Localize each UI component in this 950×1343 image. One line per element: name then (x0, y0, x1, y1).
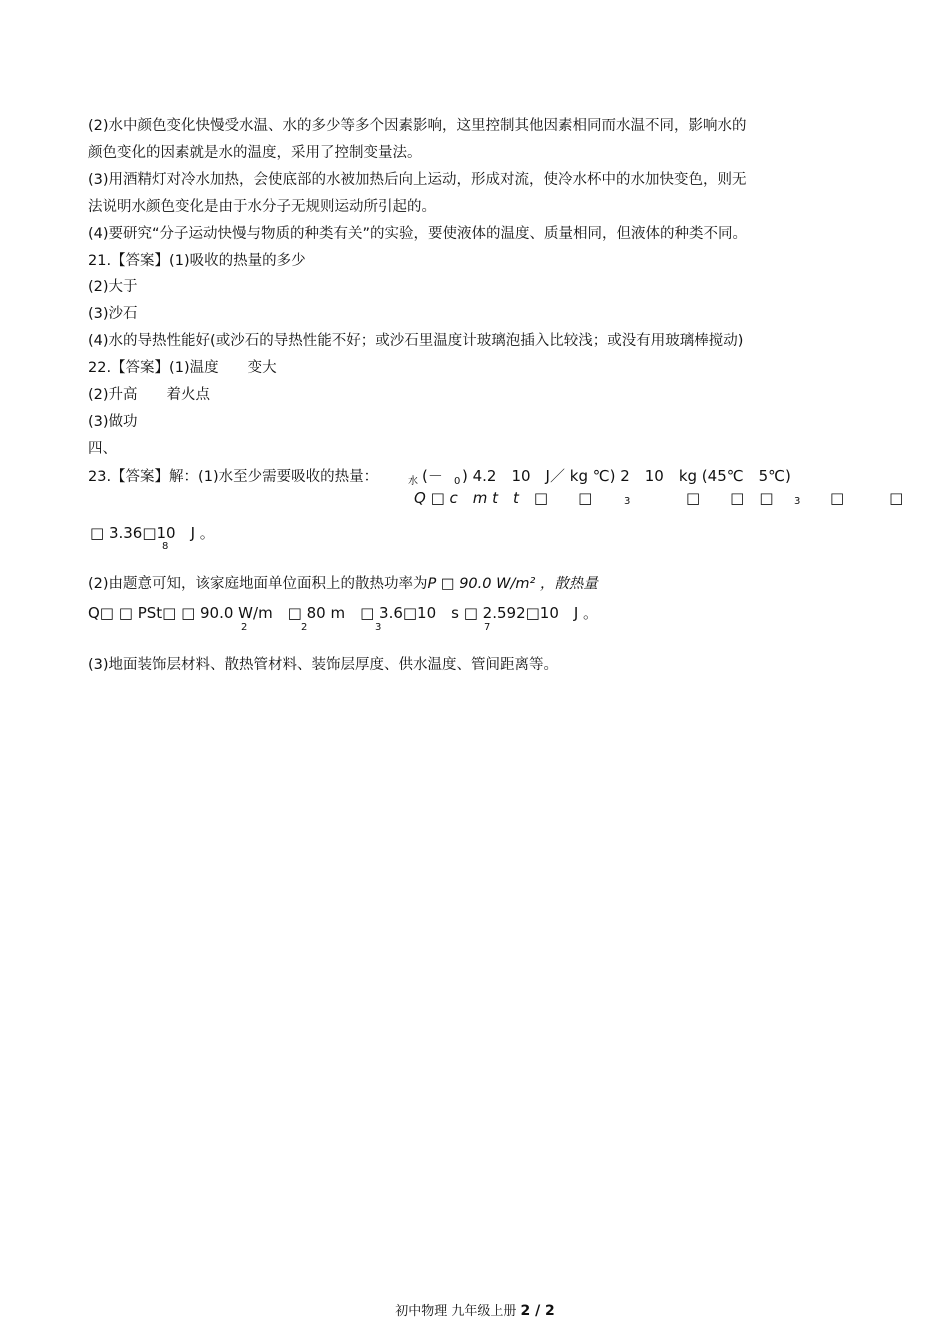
answer-23-2-text: (2)由题意可知，该家庭地面单位面积上的散热功率为 (88, 576, 428, 592)
answer-22-2: (2)升高 着火点 (88, 387, 211, 403)
section-four-heading: 四、 (88, 441, 117, 457)
answer-22-1: 22.【答案】(1)温度 变大 (88, 360, 277, 376)
answer-20-3-line2: 法说明水颜色变化是由于水分子无规则运动所引起的。 (88, 199, 436, 215)
page-footer (0, 1302, 950, 1321)
answer-21-1: 21.【答案】(1)吸收的热量的多少 (88, 253, 306, 269)
formula1-sub-water: 水 (408, 476, 418, 487)
formula2-sub-d: 7 (484, 622, 491, 633)
formula1-sub-zero: 0 (454, 476, 461, 487)
formula1-result-exponent: 8 (162, 541, 169, 552)
answer-21-2: (2)大于 (88, 279, 138, 295)
formula2-sub-b: 2 (301, 622, 308, 633)
formula1-lower-sub-b: 3 (794, 496, 801, 507)
formula1-result: □ 3.36□10 J 。 (90, 524, 215, 542)
power-value: P □ 90.0 W/m² ，散热量 (427, 576, 598, 592)
page-number: 2 / 2 (520, 1303, 555, 1319)
formula1-upper-values: ) 4.2 10 J／ kg ℃) 2 10 kg (45℃ 5℃) (462, 467, 791, 485)
formula2-heat: Q□ □ PSt□ □ 90.0 W/m □ 80 m □ 3.6□10 s □ 2.592□10 J 。 (88, 604, 599, 622)
formula2-sub-a: 2 (241, 622, 248, 633)
formula2-sub-c: 3 (375, 622, 382, 633)
footer-subject: 初中物理 九年级上册 (395, 1304, 521, 1319)
answer-20-2-line1: (2)水中颜色变化快慢受水温、水的多少等多个因素影响，这里控制其他因素相同而水温不同，影响水的 (88, 118, 747, 134)
answer-20-3-line1: (3)用酒精灯对冷水加热，会使底部的水被加热后向上运动，形成对流，使冷水杯中的水加快变色，则无 (88, 172, 747, 188)
formula1-lower: Q □ c m t t □ □ (414, 489, 593, 507)
formula1-lower-boxes-b: □ □ (830, 489, 904, 507)
answer-21-4: (4)水的导热性能好(或沙石的导热性能不好；或沙石里温度计玻璃泡插入比较浅；或没有用玻璃棒搅动) (88, 333, 744, 349)
answer-22-3: (3)做功 (88, 414, 138, 430)
answer-23-3: (3)地面装饰层材料、散热管材料、装饰层厚度、供水温度、管间距离等。 (88, 657, 559, 673)
answer-23-2-intro (88, 574, 598, 594)
answer-21-3: (3)沙石 (88, 306, 138, 322)
formula1-lower-boxes-a: □ □ □ (686, 489, 774, 507)
formula1-lower-sub-a: 3 (624, 496, 631, 507)
answer-20-4: (4)要研究“分子运动快慢与物质的种类有关”的实验，要使液体的温度、质量相同，但液体的种类不同。 (88, 226, 748, 242)
answer-20-2-line2: 颜色变化的因素就是水的温度，采用了控制变量法。 (88, 145, 422, 161)
answer-23-1-intro: 23.【答案】解：(1)水至少需要吸收的热量： (88, 469, 379, 485)
formula1-upper-open: (－ (422, 467, 443, 485)
